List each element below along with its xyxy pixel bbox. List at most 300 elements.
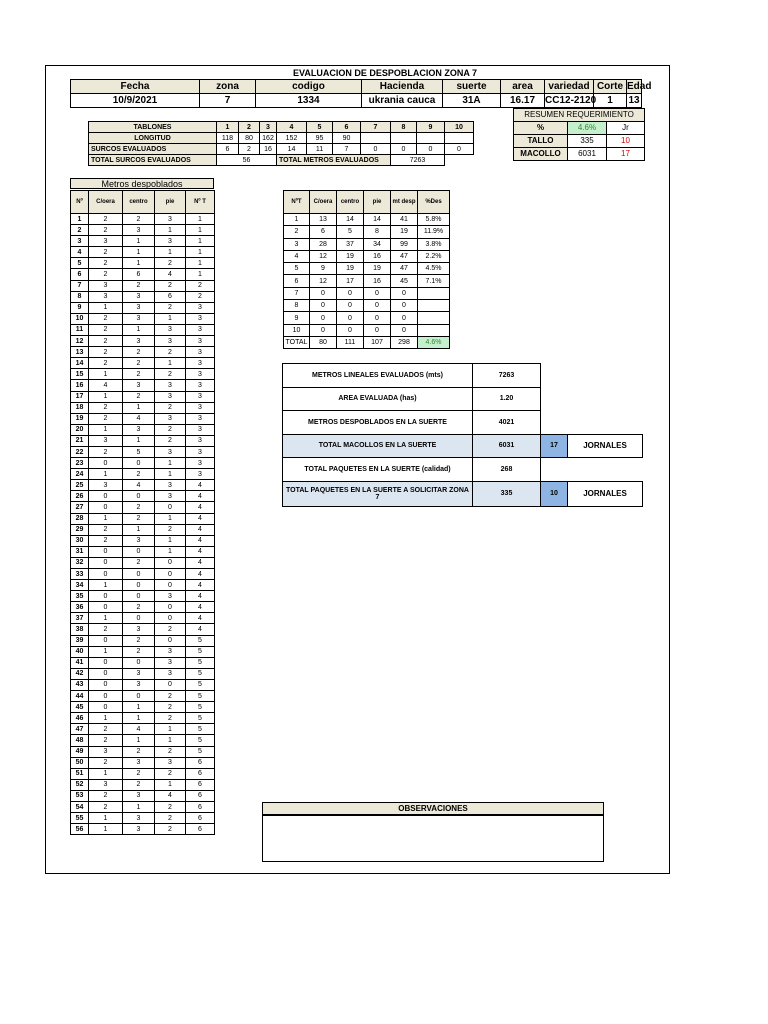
tablon-summary-cell: 14	[337, 214, 364, 226]
metros-cell: 3	[186, 380, 215, 391]
metros-title: Metros despoblados	[70, 178, 214, 189]
tablon-summary-table	[283, 190, 450, 349]
metros-cell: 5	[186, 646, 215, 657]
metros-cell: 3	[89, 779, 123, 790]
metros-cell: 0	[89, 635, 123, 646]
resumen-label: TALLO	[514, 135, 568, 148]
longitud-cell: 95	[307, 133, 333, 144]
metros-cell: 3	[123, 790, 155, 801]
metros-cell: 4	[186, 491, 215, 502]
metros-cell: 1	[123, 524, 155, 535]
metros-row	[71, 413, 215, 424]
metros-cell: 1	[155, 535, 186, 546]
longitud-cell: 80	[239, 133, 260, 144]
metros-cell: 2	[155, 713, 186, 724]
metros-cell: 2	[123, 469, 155, 480]
tablon-summary-cell: 19	[337, 263, 364, 275]
metros-cell: 2	[155, 524, 186, 535]
metros-cell: 1	[186, 247, 215, 258]
metros-cell: 3	[155, 657, 186, 668]
tablon-number: 4	[277, 122, 307, 133]
metros-row-number: 37	[71, 613, 89, 624]
metros-row	[71, 358, 215, 369]
longitud-cell	[445, 133, 474, 144]
surcos-cell: 11	[307, 144, 333, 155]
metros-cell: 2	[123, 358, 155, 369]
metros-table	[70, 190, 215, 835]
summary-empty	[541, 458, 643, 482]
metros-row-number: 6	[71, 269, 89, 280]
metros-row-number: 47	[71, 724, 89, 735]
tablon-summary-cell: 0	[391, 312, 418, 324]
metros-row	[71, 668, 215, 679]
info-header-cell: codigo	[256, 80, 362, 94]
info-header-cell: Corte	[594, 80, 627, 94]
info-value-cell: 31A	[443, 94, 501, 108]
metros-cell: 1	[155, 225, 186, 236]
tablon-summary-cell: 0	[391, 300, 418, 312]
summary-label: TOTAL MACOLLOS EN LA SUERTE	[283, 434, 473, 458]
metros-cell: 3	[123, 291, 155, 302]
longitud-cell	[391, 133, 417, 144]
metros-cell: 0	[123, 691, 155, 702]
metros-row-number: 2	[71, 225, 89, 236]
tablon-summary-cell: 2.2%	[418, 250, 450, 262]
tablon-summary-cell: 12	[310, 250, 337, 262]
metros-row	[71, 491, 215, 502]
summary-value: 1.20	[473, 387, 541, 411]
metros-row	[71, 824, 215, 835]
metros-cell: 3	[123, 824, 155, 835]
summary-jornales-count: 17	[541, 434, 568, 458]
metros-cell: 1	[155, 724, 186, 735]
metros-cell: 3	[155, 324, 186, 335]
metros-row-number: 1	[71, 214, 89, 225]
metros-cell: 0	[123, 491, 155, 502]
tablon-summary-cell: 16	[364, 250, 391, 262]
metros-cell: 1	[123, 324, 155, 335]
metros-row-number: 14	[71, 358, 89, 369]
metros-row-number: 11	[71, 324, 89, 335]
resumen-value: 6031	[568, 148, 607, 161]
metros-row-number: 31	[71, 546, 89, 557]
metros-cell: 2	[89, 269, 123, 280]
metros-row	[71, 380, 215, 391]
metros-row-number: 19	[71, 413, 89, 424]
metros-cell: 3	[186, 458, 215, 469]
metros-cell: 1	[155, 735, 186, 746]
tablon-summary-total: 107	[364, 336, 391, 348]
summary-label: AREA EVALUADA (has)	[283, 387, 473, 411]
metros-row-number: 54	[71, 801, 89, 812]
metros-cell: 3	[155, 446, 186, 457]
longitud-cell	[417, 133, 445, 144]
metros-cell: 3	[186, 469, 215, 480]
metros-cell: 2	[123, 635, 155, 646]
metros-cell: 5	[186, 657, 215, 668]
metros-header-cell: Nº	[71, 191, 89, 214]
tablon-summary-cell: 4	[284, 250, 310, 262]
metros-cell: 4	[186, 591, 215, 602]
metros-header-cell: Nº T	[186, 191, 215, 214]
metros-row	[71, 236, 215, 247]
tablon-summary-cell: 0	[337, 300, 364, 312]
metros-cell: 0	[155, 502, 186, 513]
metros-cell: 2	[89, 247, 123, 258]
metros-row	[71, 569, 215, 580]
info-header-cell: Edad	[627, 80, 652, 92]
tablon-summary-cell: 3.8%	[418, 238, 450, 250]
metros-row	[71, 657, 215, 668]
tablon-summary-cell: 37	[337, 238, 364, 250]
metros-row-number: 20	[71, 424, 89, 435]
metros-row-number: 13	[71, 347, 89, 358]
metros-cell: 6	[186, 768, 215, 779]
metros-row-number: 23	[71, 458, 89, 469]
tablon-summary-header: mt desp	[391, 191, 418, 214]
summary-table	[282, 363, 643, 507]
tablon-summary-cell: 14	[364, 214, 391, 226]
metros-row	[71, 591, 215, 602]
surcos-cell: 0	[417, 144, 445, 155]
metros-cell: 6	[186, 801, 215, 812]
metros-cell: 3	[186, 358, 215, 369]
tablon-summary-header: %Des	[418, 191, 450, 214]
metros-cell: 4	[186, 602, 215, 613]
tablon-summary-cell: 99	[391, 238, 418, 250]
metros-row-number: 34	[71, 580, 89, 591]
metros-cell: 3	[89, 435, 123, 446]
summary-label: METROS LINEALES EVALUADOS (mts)	[283, 364, 473, 388]
tablon-summary-cell: 0	[364, 324, 391, 336]
tablon-summary-cell: 13	[310, 214, 337, 226]
metros-cell: 1	[123, 247, 155, 258]
metros-row	[71, 635, 215, 646]
metros-cell: 2	[123, 214, 155, 225]
tablon-summary-cell: 17	[337, 275, 364, 287]
metros-cell: 0	[89, 657, 123, 668]
metros-cell: 3	[155, 336, 186, 347]
metros-row	[71, 225, 215, 236]
metros-cell: 1	[186, 225, 215, 236]
tablones-label: TABLONES	[89, 122, 217, 133]
summary-label: TOTAL PAQUETES EN LA SUERTE (calidad)	[283, 458, 473, 482]
metros-row-number: 5	[71, 258, 89, 269]
resumen-extra: 17	[607, 148, 645, 161]
tablon-summary-cell: 2	[284, 226, 310, 238]
metros-cell: 4	[155, 790, 186, 801]
metros-row-number: 46	[71, 713, 89, 724]
metros-row-number: 28	[71, 513, 89, 524]
tablon-summary-cell: 19	[391, 226, 418, 238]
metros-cell: 1	[89, 768, 123, 779]
metros-row	[71, 280, 215, 291]
metros-cell: 0	[123, 591, 155, 602]
metros-row	[71, 435, 215, 446]
metros-row-number: 8	[71, 291, 89, 302]
metros-cell: 6	[186, 790, 215, 801]
surcos-cell: 0	[391, 144, 417, 155]
metros-cell: 1	[123, 702, 155, 713]
metros-cell: 3	[186, 424, 215, 435]
metros-row-number: 49	[71, 746, 89, 757]
tablon-summary-cell: 11.9%	[418, 226, 450, 238]
tablon-summary-cell: 12	[310, 275, 337, 287]
metros-cell: 1	[89, 813, 123, 824]
metros-cell: 2	[89, 324, 123, 335]
observaciones-box[interactable]	[262, 815, 604, 862]
metros-cell: 1	[89, 646, 123, 657]
metros-cell: 4	[186, 613, 215, 624]
metros-cell: 2	[155, 702, 186, 713]
surcos-cell: 0	[445, 144, 474, 155]
metros-cell: 1	[123, 801, 155, 812]
tablon-summary-header: C/oera	[310, 191, 337, 214]
metros-cell: 2	[123, 768, 155, 779]
metros-cell: 3	[89, 236, 123, 247]
tablon-summary-cell: 45	[391, 275, 418, 287]
resumen-title: RESUMEN REQUERIMIENTO	[514, 109, 645, 122]
tablon-summary-cell: 7.1%	[418, 275, 450, 287]
info-value-cell: CC12-2120	[545, 94, 597, 106]
metros-cell: 2	[123, 369, 155, 380]
info-header-cell: Hacienda	[362, 80, 443, 94]
metros-cell: 1	[155, 513, 186, 524]
metros-cell: 3	[123, 302, 155, 313]
metros-row	[71, 735, 215, 746]
total-metros-label: TOTAL METROS EVALUADOS	[277, 155, 391, 166]
info-header-cell: suerte	[443, 80, 501, 94]
total-metros-value: 7263	[391, 155, 445, 166]
metros-cell: 1	[186, 258, 215, 269]
tablon-summary-total: 80	[310, 336, 337, 348]
metros-cell: 1	[89, 824, 123, 835]
metros-row	[71, 313, 215, 324]
tablon-summary-cell: 0	[391, 324, 418, 336]
longitud-cell: 118	[217, 133, 239, 144]
metros-cell: 4	[89, 380, 123, 391]
tablon-summary-cell: 8	[284, 300, 310, 312]
metros-cell: 2	[155, 801, 186, 812]
tablon-summary-cell: 0	[310, 324, 337, 336]
metros-cell: 3	[155, 591, 186, 602]
metros-cell: 3	[89, 291, 123, 302]
metros-cell: 2	[155, 302, 186, 313]
tablon-summary-cell: 0	[310, 312, 337, 324]
metros-cell: 4	[186, 546, 215, 557]
info-header-cell: variedad	[545, 80, 594, 94]
metros-cell: 3	[155, 480, 186, 491]
metros-cell: 3	[186, 446, 215, 457]
tablon-summary-header: centro	[337, 191, 364, 214]
metros-cell: 0	[89, 491, 123, 502]
tablon-summary-cell: 0	[337, 312, 364, 324]
metros-cell: 2	[155, 369, 186, 380]
metros-row	[71, 369, 215, 380]
metros-row-number: 25	[71, 480, 89, 491]
metros-cell: 3	[123, 313, 155, 324]
metros-cell: 3	[123, 225, 155, 236]
metros-header-cell: C/oera	[89, 191, 123, 214]
metros-cell: 2	[89, 336, 123, 347]
metros-cell: 1	[186, 269, 215, 280]
metros-row	[71, 646, 215, 657]
metros-cell: 1	[89, 513, 123, 524]
info-value-cell: ukrania cauca	[362, 94, 443, 108]
metros-cell: 2	[89, 258, 123, 269]
info-header-cell: zona	[200, 80, 256, 94]
metros-row-number: 29	[71, 524, 89, 535]
metros-row-number: 55	[71, 813, 89, 824]
metros-cell: 2	[155, 347, 186, 358]
metros-cell: 1	[89, 391, 123, 402]
metros-row-number: 24	[71, 469, 89, 480]
metros-cell: 5	[186, 668, 215, 679]
tablon-summary-cell: 1	[284, 214, 310, 226]
metros-row	[71, 469, 215, 480]
tablon-summary-cell: 0	[337, 324, 364, 336]
metros-cell: 3	[123, 380, 155, 391]
metros-row	[71, 768, 215, 779]
metros-cell: 3	[123, 336, 155, 347]
metros-cell: 3	[155, 491, 186, 502]
metros-cell: 1	[89, 302, 123, 313]
info-header-cell: area	[501, 80, 545, 94]
metros-cell: 2	[89, 313, 123, 324]
tablon-summary-cell: 3	[284, 238, 310, 250]
tablon-number: 1	[217, 122, 239, 133]
metros-cell: 3	[155, 413, 186, 424]
metros-row	[71, 757, 215, 768]
metros-cell: 6	[186, 824, 215, 835]
metros-cell: 2	[155, 258, 186, 269]
metros-row-number: 39	[71, 635, 89, 646]
metros-row-number: 36	[71, 602, 89, 613]
metros-cell: 2	[155, 691, 186, 702]
metros-cell: 1	[123, 435, 155, 446]
tablon-summary-cell: 34	[364, 238, 391, 250]
metros-row	[71, 713, 215, 724]
tablon-summary-cell	[418, 287, 450, 299]
metros-cell: 2	[123, 391, 155, 402]
metros-cell: 2	[186, 280, 215, 291]
metros-row	[71, 391, 215, 402]
metros-row	[71, 580, 215, 591]
info-value-cell: 16.17	[501, 94, 545, 108]
tablon-number: 2	[239, 122, 260, 133]
metros-cell: 5	[186, 635, 215, 646]
summary-value: 335	[473, 481, 541, 506]
metros-cell: 1	[186, 236, 215, 247]
metros-cell: 2	[89, 801, 123, 812]
metros-cell: 0	[123, 546, 155, 557]
metros-row-number: 10	[71, 313, 89, 324]
metros-cell: 1	[155, 458, 186, 469]
metros-cell: 2	[89, 735, 123, 746]
total-surcos-value: 56	[217, 155, 277, 166]
surcos-cell: 0	[361, 144, 391, 155]
metros-cell: 2	[89, 358, 123, 369]
metros-cell: 2	[123, 602, 155, 613]
metros-cell: 1	[123, 236, 155, 247]
tablon-summary-cell: 6	[284, 275, 310, 287]
metros-cell: 0	[89, 668, 123, 679]
metros-cell: 3	[155, 757, 186, 768]
metros-cell: 5	[123, 446, 155, 457]
longitud-cell: 152	[277, 133, 307, 144]
metros-cell: 5	[186, 679, 215, 690]
metros-cell: 6	[186, 779, 215, 790]
metros-row	[71, 480, 215, 491]
tablon-summary-cell	[418, 324, 450, 336]
metros-row	[71, 702, 215, 713]
metros-cell: 4	[123, 480, 155, 491]
tablon-summary-total: 4.6%	[418, 336, 450, 348]
metros-row	[71, 679, 215, 690]
info-value-cell: 7	[200, 94, 256, 108]
metros-row	[71, 524, 215, 535]
metros-cell: 3	[123, 679, 155, 690]
metros-cell: 6	[155, 291, 186, 302]
tablon-summary-cell: 9	[284, 312, 310, 324]
metros-cell: 0	[155, 679, 186, 690]
metros-cell: 0	[155, 557, 186, 568]
metros-row-number: 52	[71, 779, 89, 790]
info-value-cell: 10/9/2021	[71, 94, 200, 108]
tablon-number: 6	[333, 122, 361, 133]
tablon-summary-cell: 0	[364, 287, 391, 299]
tablon-summary-header: NºT	[284, 191, 310, 214]
metros-row-number: 27	[71, 502, 89, 513]
resumen-value: 335	[568, 135, 607, 148]
tablon-number: 5	[307, 122, 333, 133]
metros-cell: 2	[89, 724, 123, 735]
tablon-summary-total: 111	[337, 336, 364, 348]
tablon-summary-cell: 9	[310, 263, 337, 275]
metros-cell: 3	[186, 336, 215, 347]
metros-cell: 3	[123, 757, 155, 768]
tablon-number: 8	[391, 122, 417, 133]
tablon-summary-cell: 19	[337, 250, 364, 262]
metros-cell: 3	[89, 280, 123, 291]
metros-row-number: 43	[71, 679, 89, 690]
metros-row-number: 7	[71, 280, 89, 291]
metros-cell: 4	[186, 624, 215, 635]
metros-cell: 0	[89, 502, 123, 513]
metros-cell: 2	[155, 813, 186, 824]
metros-row-number: 22	[71, 446, 89, 457]
metros-cell: 3	[186, 402, 215, 413]
longitud-cell	[361, 133, 391, 144]
summary-jornales-unit: JORNALES	[568, 434, 643, 458]
metros-cell: 0	[89, 546, 123, 557]
summary-label: TOTAL PAQUETES EN LA SUERTE A SOLICITAR ZONA 7	[283, 481, 473, 506]
metros-row	[71, 546, 215, 557]
metros-cell: 3	[186, 369, 215, 380]
tablon-summary-cell: 6	[310, 226, 337, 238]
metros-cell: 3	[155, 391, 186, 402]
summary-jornales-count: 10	[541, 481, 568, 506]
metros-cell: 3	[89, 480, 123, 491]
metros-row	[71, 624, 215, 635]
tablon-summary-header: pie	[364, 191, 391, 214]
metros-row-number: 33	[71, 569, 89, 580]
tablon-summary-cell: 0	[310, 287, 337, 299]
metros-cell: 4	[186, 513, 215, 524]
metros-row	[71, 557, 215, 568]
metros-row-number: 12	[71, 336, 89, 347]
tablon-summary-cell: 19	[364, 263, 391, 275]
